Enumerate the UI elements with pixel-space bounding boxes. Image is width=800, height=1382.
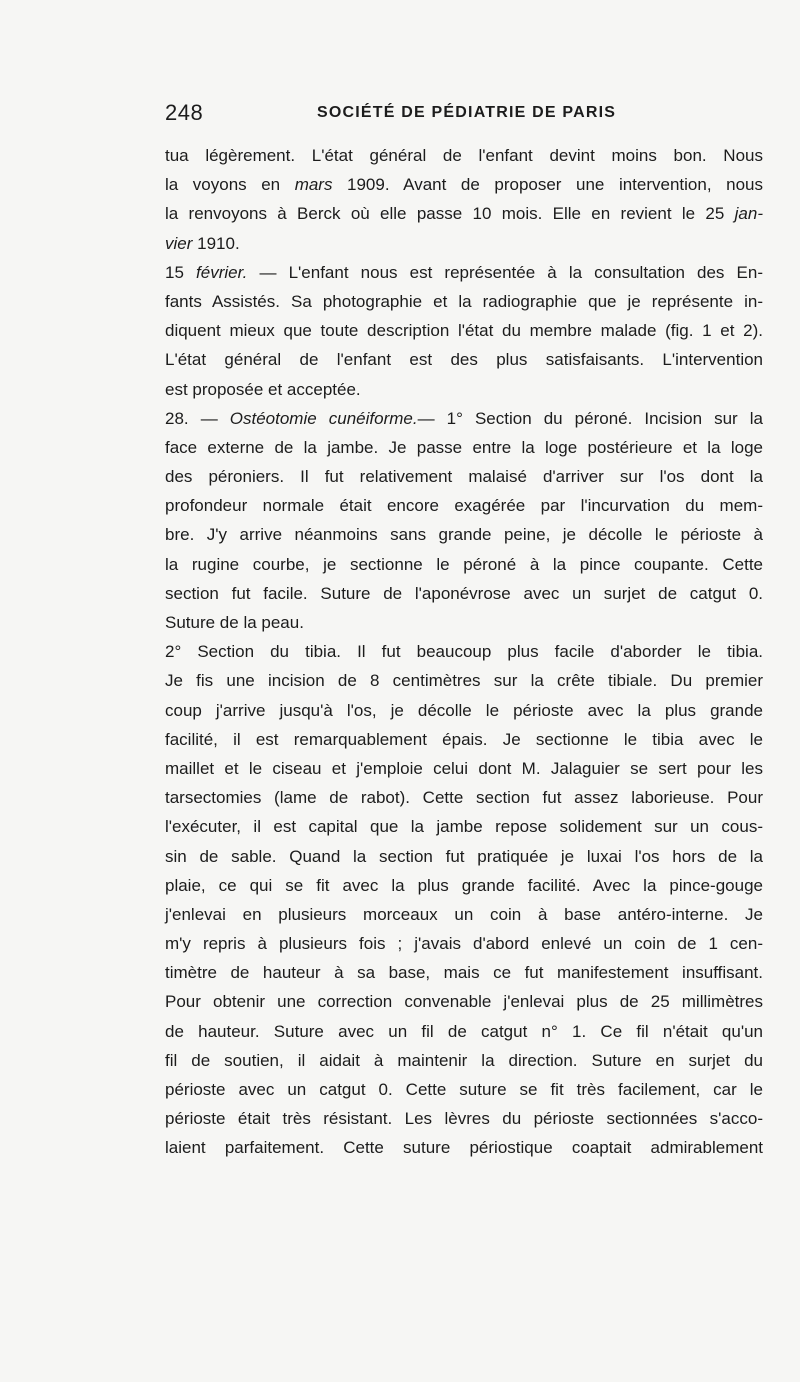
- text-line: coup j'arrive jusqu'à l'os, je décolle le périoste avec la plus grande: [165, 700, 763, 720]
- running-title: SOCIÉTÉ DE PÉDIATRIE DE PARIS: [317, 104, 617, 121]
- text-line: face externe de la jambe. Je passe entre la loge postérieure et la loge: [165, 437, 763, 457]
- text-line: la rugine courbe, je sectionne le péroné à la pince coupante. Cette: [165, 554, 763, 574]
- text-line: profondeur normale était encore exagérée par l'incurvation du mem-: [165, 496, 763, 516]
- text-line: tarsectomies (lame de rabot). Cette section fut assez laborieuse. Pour: [165, 788, 763, 808]
- text-line: facilité, il est remarquablement épais. Je sectionne le tibia avec le: [165, 729, 763, 749]
- text-line: m'y repris à plusieurs fois ; j'avais d'abord enlevé un coin de 1 cen-: [165, 934, 763, 954]
- text-line: l'exécuter, il est capital que la jambe repose solidement sur un cous-: [165, 817, 763, 837]
- text-line: plaie, ce qui se fit avec la plus grande facilité. Avec la pince-gouge: [165, 875, 763, 895]
- page-header: [165, 100, 763, 130]
- text-line: 28. — Ostéotomie cunéiforme.— 1° Section du péroné. Incision sur la: [165, 408, 764, 428]
- text-line: vier 1910.: [165, 233, 240, 253]
- text-line: 2° Section du tibia. Il fut beaucoup plus facile d'aborder le tibia.: [165, 642, 763, 662]
- text-line: L'état général de l'enfant est des plus satisfaisants. L'intervention: [165, 350, 763, 370]
- text-line: sin de sable. Quand la section fut pratiquée je luxai l'os hors de la: [165, 846, 763, 866]
- body-text: [165, 141, 763, 1163]
- text-line: bre. J'y arrive néanmoins sans grande peine, je décolle le périoste à: [165, 525, 763, 545]
- text-line: est proposée et acceptée.: [165, 379, 361, 399]
- text-line: timètre de hauteur à sa base, mais ce fut manifestement insuffisant.: [165, 963, 763, 983]
- text-line: de hauteur. Suture avec un fil de catgut n° 1. Ce fil n'était qu'un: [165, 1021, 763, 1041]
- text-line: la voyons en mars 1909. Avant de proposer une intervention, nous: [165, 175, 763, 195]
- text-line: section fut facile. Suture de l'aponévrose avec un surjet de catgut 0.: [165, 583, 763, 603]
- text-line: la renvoyons à Berck où elle passe 10 mois. Elle en revient le 25 jan-: [165, 204, 763, 224]
- text-line: laient parfaitement. Cette suture périostique coaptait admirablement: [165, 1138, 763, 1158]
- text-line: Pour obtenir une correction convenable j'enlevai plus de 25 millimètres: [165, 992, 763, 1012]
- text-line: maillet et le ciseau et j'emploie celui dont M. Jalaguier se sert pour les: [165, 758, 763, 778]
- text-line: fants Assistés. Sa photographie et la radiographie que je représente in-: [165, 291, 763, 311]
- text-line: Suture de la peau.: [165, 613, 304, 632]
- text-line: diquent mieux que toute description l'état du membre malade (fig. 1 et 2).: [165, 321, 763, 341]
- text-line: j'enlevai en plusieurs morceaux un coin à base antéro-interne. Je: [165, 904, 763, 924]
- text-line: périoste était très résistant. Les lèvres du périoste sectionnées s'acco-: [165, 1109, 763, 1129]
- text-line: tua légèrement. L'état général de l'enfant devint moins bon. Nous: [165, 146, 763, 165]
- text-line: 15 février. — L'enfant nous est représentée à la consultation des En-: [165, 262, 763, 282]
- page-number: 248: [165, 100, 204, 125]
- text-line: Je fis une incision de 8 centimètres sur la crête tibiale. Du premier: [165, 671, 763, 691]
- text-line: fil de soutien, il aidait à maintenir la direction. Suture en surjet du: [165, 1050, 763, 1070]
- text-line: des péroniers. Il fut relativement malaisé d'arriver sur l'os dont la: [165, 467, 763, 487]
- text-line: périoste avec un catgut 0. Cette suture se fit très facilement, car le: [165, 1080, 763, 1099]
